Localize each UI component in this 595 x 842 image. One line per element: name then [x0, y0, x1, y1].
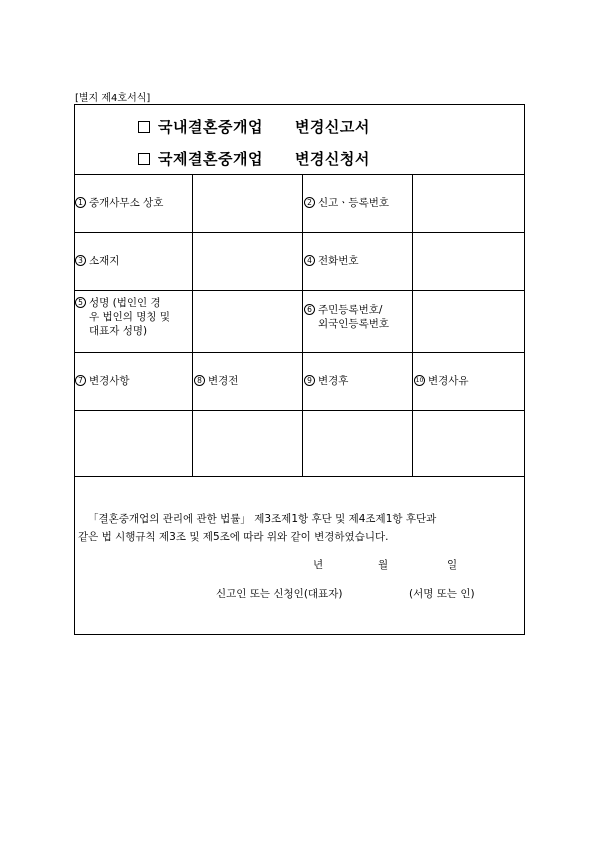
- title-application: 변경신청서: [294, 150, 370, 168]
- declaration-text: [78, 510, 524, 546]
- after-change-input[interactable]: [303, 411, 412, 476]
- divider: [74, 476, 525, 477]
- field-phone-label: 4 전화번호: [304, 254, 359, 268]
- number-1-icon: 1: [75, 197, 86, 208]
- number-4-icon: 4: [304, 255, 315, 266]
- field-registration-number-input[interactable]: [413, 175, 524, 232]
- applicant-label: 신고인 또는 신청인(대표자): [216, 588, 343, 600]
- date-year: 년: [313, 559, 324, 571]
- number-8-icon: 8: [194, 375, 205, 386]
- field-name-label: 5 성명 (법인인 경 우 법인의 명칭 및 대표자 성명): [75, 296, 170, 338]
- date-day: 일: [447, 559, 458, 571]
- field-office-name-label: 1 중개사무소 상호: [75, 196, 163, 210]
- title-domestic: 국내결혼중개업: [158, 118, 263, 136]
- field-id-number-input[interactable]: [413, 291, 524, 352]
- field-name-input[interactable]: [193, 291, 302, 352]
- number-3-icon: 3: [75, 255, 86, 266]
- declaration-line-2: 같은 법 시행규칙 제3조 및 제5조에 따라 위와 같이 변경하였습니다.: [78, 531, 389, 543]
- date-month: 월: [378, 559, 389, 571]
- number-7-icon: 7: [75, 375, 86, 386]
- number-9-icon: 9: [304, 375, 315, 386]
- divider: [74, 352, 525, 353]
- signature-seal-label: (서명 또는 인): [409, 588, 475, 600]
- before-change-input[interactable]: [193, 411, 302, 476]
- header-after-change: 9 변경후: [304, 374, 348, 388]
- title-report: 변경신고서: [294, 118, 370, 136]
- form-number-label: [별지 제4호서식]: [75, 93, 151, 104]
- header-change-items: 7 변경사항: [75, 374, 130, 388]
- field-address-label: 3 소재지: [75, 254, 119, 268]
- field-office-name-input[interactable]: [193, 175, 302, 232]
- change-reason-input[interactable]: [413, 411, 524, 476]
- title-international: 국제결혼중개업: [158, 150, 263, 168]
- number-5-icon: 5: [75, 297, 86, 308]
- header-change-reason: 10 변경사유: [415, 375, 469, 387]
- header-before-change: 8 변경전: [194, 374, 238, 388]
- number-2-icon: 2: [304, 197, 315, 208]
- checkbox-domestic[interactable]: [138, 121, 150, 133]
- title-international-row: [138, 148, 370, 169]
- declaration-line-1: 「결혼중개업의 관리에 관한 법률」 제3조제1항 후단 및 제4조제1항 후단과: [88, 513, 437, 525]
- checkbox-international[interactable]: [138, 153, 150, 165]
- field-id-number-label: 6 주민등록번호/ 외국인등록번호: [304, 303, 389, 331]
- field-registration-number-label: 2 신고ㆍ등록번호: [304, 196, 389, 210]
- number-10-icon: 10: [415, 377, 424, 384]
- title-domestic-row: [138, 116, 370, 137]
- field-phone-input[interactable]: [413, 233, 524, 290]
- change-items-input[interactable]: [75, 411, 192, 476]
- field-address-input[interactable]: [193, 233, 302, 290]
- number-6-icon: 6: [304, 304, 315, 315]
